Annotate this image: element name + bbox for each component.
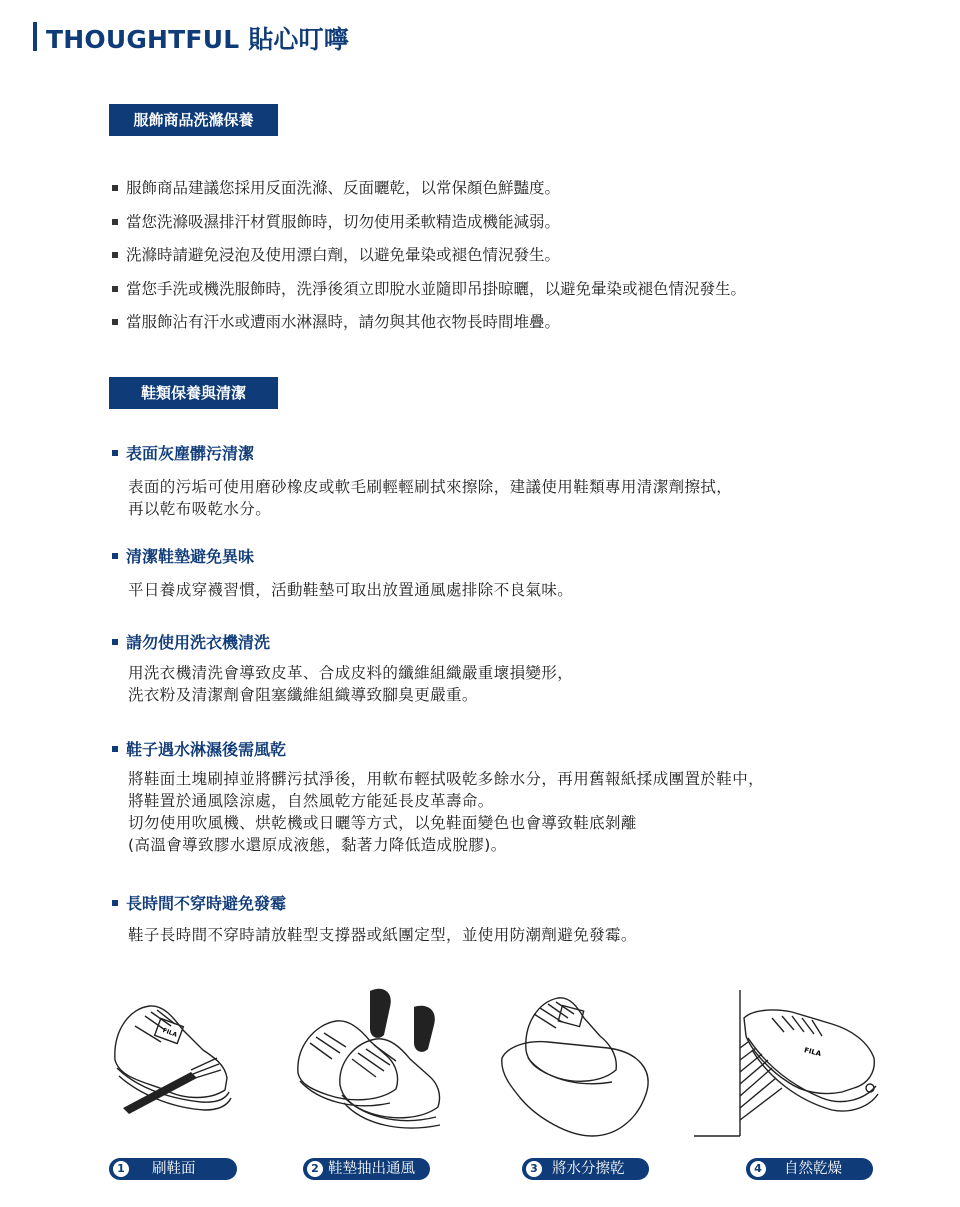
- apparel-care-list: [110, 176, 746, 344]
- tip-body: [128, 476, 732, 520]
- tip-heading: 鞋子遇水淋濕後需風乾: [110, 737, 286, 760]
- page-title: THOUGHTFUL 貼心叮嚀: [46, 25, 350, 54]
- step-number: 4: [750, 1161, 766, 1177]
- list-item: 服飾商品建議您採用反面洗滌、反面曬乾，以常保顏色鮮豔度。: [110, 176, 746, 210]
- tip-body: [128, 924, 637, 946]
- tip-body: [128, 579, 573, 601]
- tip-heading: 請勿使用洗衣機清洗: [110, 630, 270, 653]
- list-item: 當服飾沾有汗水或遭雨水淋濕時，請勿與其他衣物長時間堆疊。: [110, 310, 746, 344]
- tip-line: 表面的污垢可使用磨砂橡皮或軟毛刷輕輕刷拭來擦除，建議使用鞋類專用清潔劑擦拭，: [128, 478, 733, 496]
- tip-line: 鞋子長時間不穿時請放鞋型支撐器或紙團定型，並使用防潮劑避免發霉。: [128, 926, 637, 944]
- tip-line: 再以乾布吸乾水分。: [128, 500, 272, 518]
- tip-heading: 清潔鞋墊避免異味: [110, 544, 254, 567]
- tip-line: 將鞋面土塊刷掉並將髒污拭淨後，用軟布輕拭吸乾多餘水分，再用舊報紙揉成團置於鞋中，: [128, 770, 765, 788]
- step-number: 3: [526, 1161, 542, 1177]
- apparel-section-tag: 服飾商品洗滌保養: [109, 104, 278, 136]
- tip-body: [128, 662, 573, 706]
- tip-line: 將鞋置於通風陰涼處，自然風乾方能延長皮革壽命。: [128, 792, 494, 810]
- step-number: 2: [307, 1161, 323, 1177]
- tip-line: 洗衣粉及清潔劑會阻塞纖維組織導致腳臭更嚴重。: [128, 686, 478, 704]
- tip-body: [128, 768, 764, 856]
- step-label: 鞋墊抽出通風: [328, 1161, 415, 1177]
- list-item: 當您手洗或機洗服飾時，洗淨後須立即脫水並隨即吊掛晾曬，以避免暈染或褪色情況發生。: [110, 277, 746, 311]
- step-badge-2: [303, 1158, 430, 1180]
- natural-dry-illustration: [692, 988, 882, 1138]
- list-item: 洗滌時請避免浸泡及使用漂白劑，以避免暈染或褪色情況發生。: [110, 243, 746, 277]
- step-label: 將水分擦乾: [552, 1161, 625, 1177]
- shoe-logo-text: FILA: [803, 1046, 822, 1059]
- shoe-logo-text: FILA: [161, 1027, 178, 1039]
- shoe-section-tag: 鞋類保養與清潔: [109, 377, 278, 409]
- brush-shoe-illustration: [105, 990, 245, 1130]
- step-badge-4: [746, 1158, 873, 1180]
- title-accent-bar: [33, 22, 37, 51]
- tip-line: 平日養成穿襪習慣，活動鞋墊可取出放置通風處排除不良氣味。: [128, 581, 574, 599]
- insole-shoe-illustration: [292, 985, 452, 1135]
- list-item: 當您洗滌吸濕排汗材質服飾時，切勿使用柔軟精造成機能減弱。: [110, 210, 746, 244]
- step-label: 自然乾燥: [784, 1161, 842, 1177]
- step-badge-1: [109, 1158, 237, 1180]
- step-label: 刷鞋面: [152, 1161, 196, 1177]
- tip-heading: 表面灰塵髒污清潔: [110, 441, 254, 464]
- dry-shoe-illustration: [498, 990, 653, 1140]
- step-number: 1: [113, 1161, 129, 1177]
- tip-line: 切勿使用吹風機、烘乾機或日曬等方式，以免鞋面變色也會導致鞋底剝離: [128, 814, 637, 832]
- tip-line: 用洗衣機清洗會導致皮革、合成皮料的纖維組織嚴重壞損變形，: [128, 664, 574, 682]
- tip-heading: 長時間不穿時避免發霉: [110, 891, 286, 914]
- tip-line: (高溫會導致膠水還原成液態，黏著力降低造成脫膠)。: [128, 836, 507, 854]
- step-badge-3: [522, 1158, 649, 1180]
